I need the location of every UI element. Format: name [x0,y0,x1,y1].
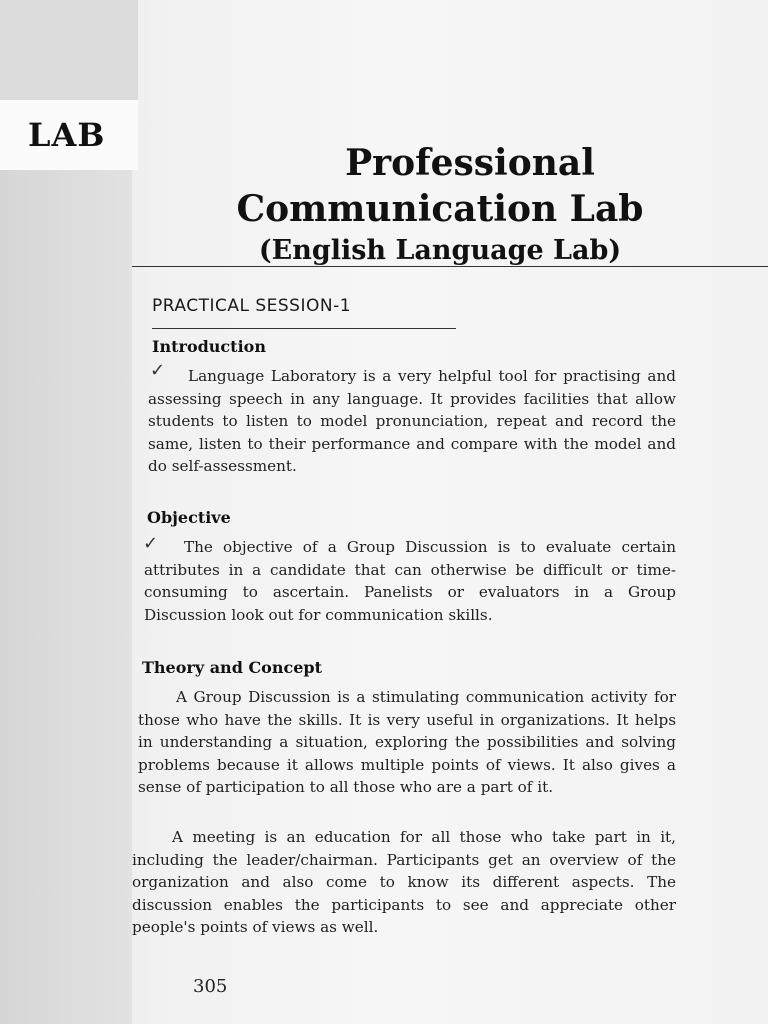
session-heading: PRACTICAL SESSION-1 [152,296,352,316]
page-title [130,140,768,270]
objective-paragraph: The objective of a Group Discussion is to evaluate certain attributes in a candidate that can otherwise be difficult or time-consuming to ascertain. Panelists or evaluators in a Group Discussion look out for communication skills. [144,538,676,624]
title-line-3: (English Language Lab) [258,235,622,266]
theory-paragraph-2: A meeting is an education for all those who take part in it, including the leader/chairman. Participants get an overview of the organization and also come to know its different aspects. The discussion enables the participants to see and appreciate other people's points of views as well. [132,828,676,936]
chapter-label: LAB [28,116,106,154]
handwritten-tick-icon: ✓ [150,360,166,381]
margin-strip [0,170,132,1024]
page-number: 305 [193,976,228,997]
session-underline [152,328,456,329]
title-line-1: Professional [345,142,595,184]
introduction-heading: Introduction [152,337,266,356]
handwritten-tick-icon: ✓ [143,533,159,554]
theory-heading: Theory and Concept [142,658,322,677]
title-divider [132,266,768,267]
introduction-paragraph: Language Laboratory is a very helpful tool for practising and assessing speech in any language. It provides facilities that allow students to listen to model pronunciation, repeat and record the same, listen to their performance and compare with the model and do self-assessment. [148,367,676,475]
theory-paragraph-1: A Group Discussion is a stimulating communication activity for those who have the skills. It is very useful in organizations. It helps in understanding a situation, exploring the possibilities and solving problems because it allows multiple points of views. It also gives a sense of participation to all those who are a part of it. [138,688,676,796]
title-line-2: Communication Lab [236,188,644,230]
objective-heading: Objective [147,508,231,527]
margin-shade [0,0,138,100]
